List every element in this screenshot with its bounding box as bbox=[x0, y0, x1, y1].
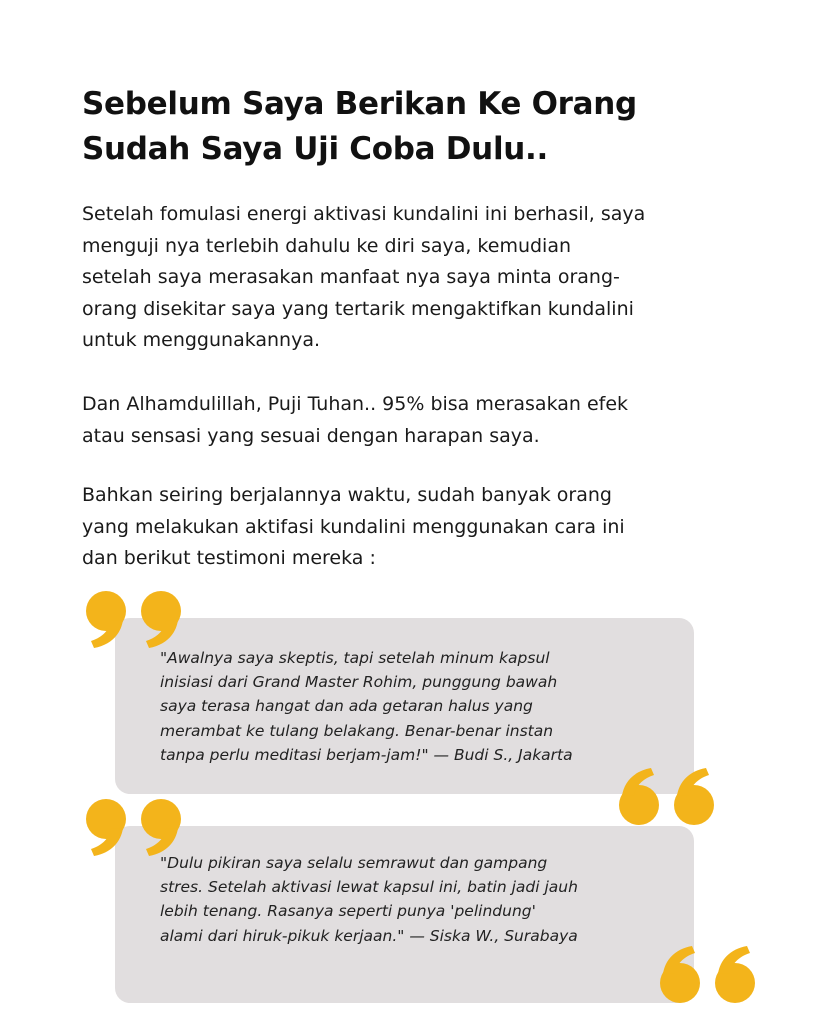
page-heading bbox=[82, 82, 722, 172]
paragraph-line: dan berikut testimoni mereka : bbox=[82, 547, 376, 569]
testimonial-line: "Dulu pikiran saya selalu semrawut dan gampang bbox=[160, 854, 548, 872]
paragraph-line: atau sensasi yang sesuai dengan harapan saya. bbox=[82, 424, 540, 447]
testimonial-card bbox=[115, 618, 694, 794]
testimonial-line: lebih tenang. Rasanya seperti punya 'pelindung' bbox=[160, 902, 536, 921]
testimonial-line: alami dari hiruk-pikuk kerjaan." — Siska W., Surabaya bbox=[160, 926, 578, 945]
testimonial-text bbox=[160, 646, 573, 767]
paragraph-line: Dan Alhamdulillah, Puji Tuhan.. 95% bisa merasakan efek bbox=[82, 393, 629, 415]
heading-line: Sudah Saya Uji Coba Dulu.. bbox=[82, 131, 548, 167]
testimonial-line: tanpa perlu meditasi berjam-jam!" — Budi S., Jakarta bbox=[160, 745, 573, 764]
quote-open-icon bbox=[82, 588, 192, 648]
paragraph-line: setelah saya merasakan manfaat nya saya minta orang- bbox=[82, 266, 620, 288]
paragraph-line: untuk menggunakannya. bbox=[82, 329, 321, 351]
paragraph-line: Setelah fomulasi energi aktivasi kundalini ini berhasil, saya bbox=[82, 203, 646, 225]
paragraph-line: orang disekitar saya yang tertarik mengaktifkan kundalini bbox=[82, 297, 634, 320]
testimonial-intro-paragraph bbox=[82, 480, 742, 575]
testimonial-line: inisiasi dari Grand Master Rohim, punggung bawah bbox=[160, 673, 558, 692]
testimonial-line: "Awalnya saya skeptis, tapi setelah minum kapsul bbox=[160, 649, 550, 667]
paragraph-line: Bahkan seiring berjalannya waktu, sudah banyak orang bbox=[82, 484, 612, 506]
testimonial-card bbox=[115, 826, 694, 1003]
testimonial-line: merambat ke tulang belakang. Benar-benar instan bbox=[160, 721, 554, 740]
testimonial-line: saya terasa hangat dan ada getaran halus yang bbox=[160, 697, 533, 716]
testimonial-text bbox=[160, 851, 578, 948]
quote-close-icon bbox=[653, 946, 763, 1006]
paragraph-line: yang melakukan aktifasi kundalini menggunakan cara ini bbox=[82, 515, 625, 538]
quote-open-icon bbox=[82, 796, 192, 856]
result-paragraph bbox=[82, 389, 742, 452]
testimonial-line: stres. Setelah aktivasi lewat kapsul ini, batin jadi jauh bbox=[160, 878, 578, 897]
quote-close-icon bbox=[612, 768, 722, 828]
heading-line: Sebelum Saya Berikan Ke Orang bbox=[82, 86, 637, 122]
paragraph-line: menguji nya terlebih dahulu ke diri saya, kemudian bbox=[82, 234, 572, 257]
intro-paragraph bbox=[82, 199, 742, 357]
